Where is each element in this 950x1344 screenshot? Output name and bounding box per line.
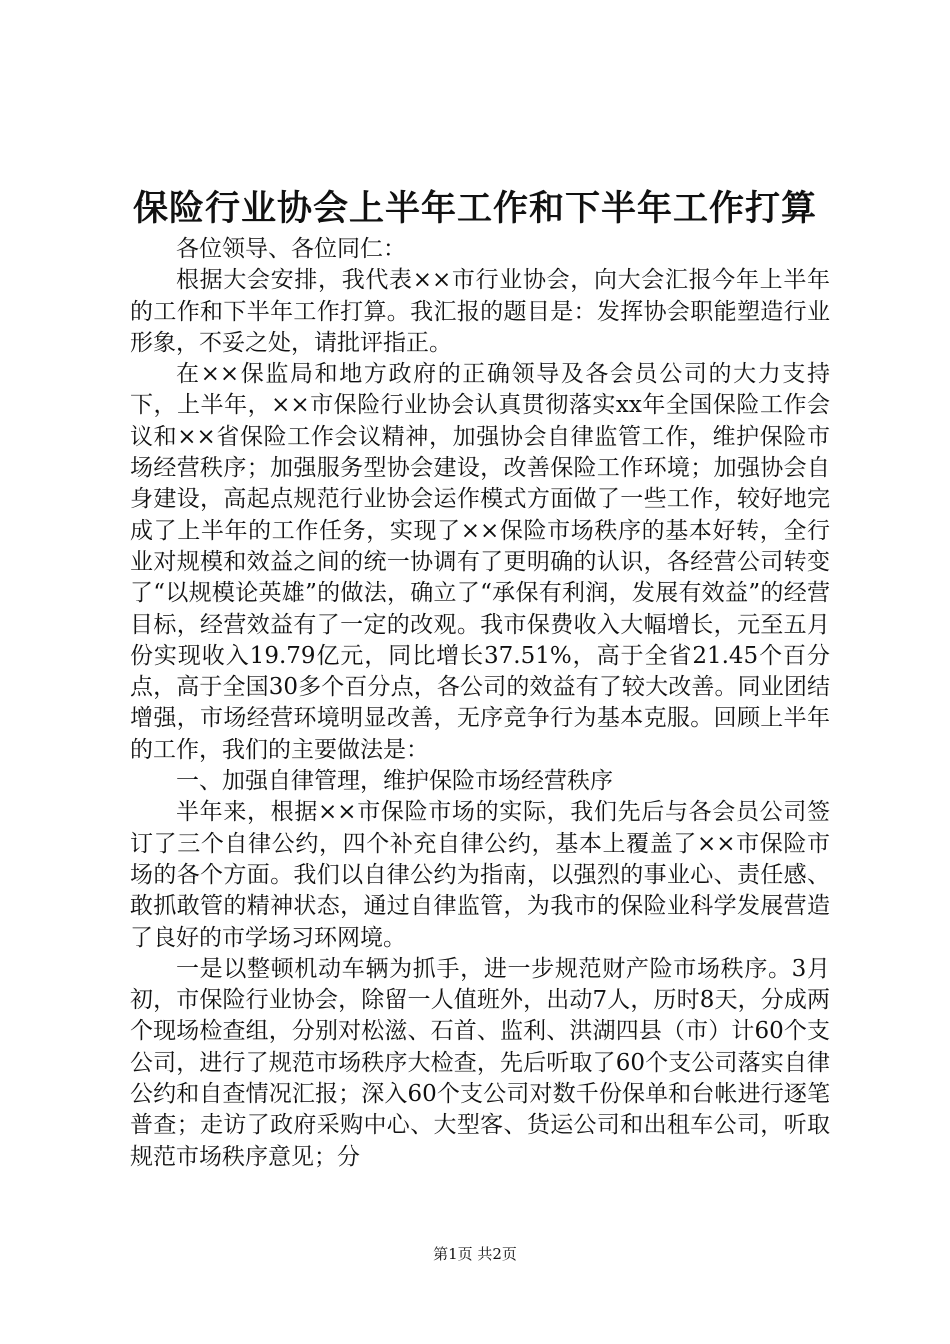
document-title: 保险行业协会上半年工作和下半年工作打算 <box>132 188 817 229</box>
section-paragraph: 半年来，根据××市保险市场的实际，我们先后与各会员公司签订了三个自律公约，四个补充自律公约，基本上覆盖了××市保险市场的各个方面。我们以自律公约为指南，以强烈的事业心、责任感、敢抓敢管的精神状态，通过自律监管，为我市的保险业科学发展营造了良好的市学场习环网境。 <box>130 799 830 951</box>
salutation-paragraph: 各位领导、各位同仁： <box>176 236 406 262</box>
intro-paragraph: 根据大会安排，我代表××市行业协会，向大会汇报今年上半年的工作和下半年工作打算。我汇报的题目是：发挥协会职能塑造行业形象，不妥之处，请批评指正。 <box>130 267 830 356</box>
detail-paragraph: 一是以整顿机动车辆为抓手，进一步规范财产险市场秩序。3月初，市保险行业协会，除留一人值班外，出动7人，历时8天，分成两个现场检查组，分别对松滋、石首、监利、洪湖四县（市）计60个支公司，进行了规范市场秩序大检查，先后听取了60个支公司落实自律公约和自查情况汇报；深入60个支公司对数千份保单和台帐进行逐笔普查；走访了政府采购中心、大型客、货运公司和出租车公司，听取规范市场秩序意见；分 <box>130 955 830 1170</box>
section-heading: 一、加强自律管理，维护保险市场经营秩序 <box>176 768 613 795</box>
document-body <box>130 234 830 1173</box>
summary-paragraph: 在××保监局和地方政府的正确领导及各会员公司的大力支持下，上半年，××市保险行业协会认真贯彻落实xx年全国保险工作会议和××省保险工作会议精神，加强协会自律监管工作，维护保险市场经营秩序；加强服务型协会建设，改善保险工作环境；加强协会自身建设，高起点规范行业协会运作模式方面做了一些工作，较好地完成了上半年的工作任务，实现了××保险市场秩序的基本好转，全行业对规模和效益之间的统一协调有了更明确的认识，各经营公司转变了“以规模论英雄”的做法，确立了“承保有利润，发展有效益”的经营目标，经营效益有了一定的改观。我市保费收入大幅增长，元至五月份实现收入19.79亿元，同比增长37.51%，高于全省21.45个百分点，高于全国30多个百分点，各公司的效益有了较大改善。同业团结增强，市场经营环境明显改善，无序竞争行为基本克服。回顾上半年的工作，我们的主要做法是： <box>130 361 830 763</box>
page-footer: 第1页 共2页 <box>433 1245 517 1263</box>
